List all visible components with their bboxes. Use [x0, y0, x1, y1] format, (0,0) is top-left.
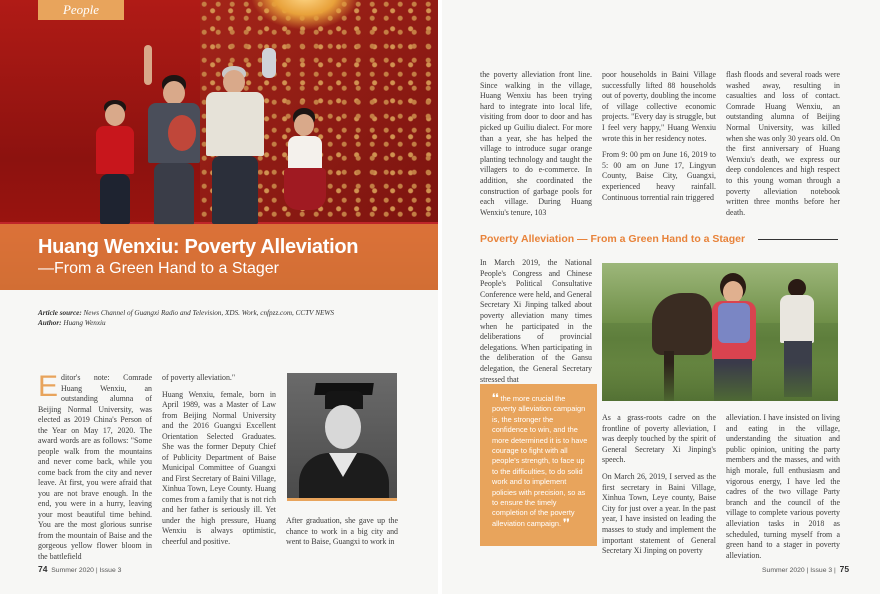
paragraph: From 9: 00 pm on June 16, 2019 to 5: 00 am on June 17, Lingyun County, Baise City, Guangxi, experienced heavy rainfall. Continuous torrential rain triggered	[602, 150, 716, 202]
right-column-2-bottom	[602, 413, 716, 563]
subhead-rule	[758, 239, 838, 240]
section-subhead: Poverty Alleviation — From a Green Hand to a Stager	[480, 233, 746, 245]
article-credits	[38, 308, 418, 328]
paragraph: flash floods and several roads were washed away, resulting in casualties and loss of contact. Comrade Huang Wenxiu, an outstanding alumna of Beijing Normal University, was killed when she was only 30 years old. On the first anniversary of Huang Wenxiu's death, we express our deep condolences and high respect to this young woman through a poverty alleviation notebook written three months before her death.	[726, 70, 840, 217]
paragraph: Huang Wenxiu, female, born in April 1989, was a Master of Law from Beijing Normal University and the 2016 Guangxi Excellent Orientation Selected Graduates. She was the former Deputy Chief of Publicity Department of Baise Municipal Committee of Guangxi and First Secretary of Baini Village, Xinhua Town, Leye County. Huang comes from a family that is not rich and her father is seriously ill. Yet under the high pressure, Huang Wenxiu is always optimistic, cheerful and positive.	[162, 389, 276, 546]
right-column-3-top	[726, 70, 840, 218]
right-column-1-mid	[480, 258, 592, 385]
right-column-1-top	[480, 70, 592, 218]
credits-author: Author: Huang Wenxiu	[38, 319, 106, 327]
right-column-3-bottom	[726, 413, 840, 561]
right-page	[442, 0, 880, 594]
left-column-1	[38, 370, 152, 562]
page-number: 75	[839, 564, 850, 574]
paragraph: After graduation, she gave up the chance to work in a big city and went to Baise, Guangxi to work in	[286, 516, 398, 546]
paragraph: In March 2019, the National People's Congress and Chinese People's Political Consultative Conference were held, and General Secretary Xi Jinping talked about poverty alleviation many times when he participated in the deliberations of provincial delegations. When participating in the deliberation of the Gansu delegation, the General Secretary stressed that	[480, 258, 592, 384]
portrait-photo	[287, 373, 397, 501]
left-column-2	[162, 373, 276, 553]
editor-note: ditor's note: Comrade Huang Wenxiu, an outstanding alumna of Beijing Normal University, was elected as 2019 China's Person of the Year on May 17, 2020. The award words are as follows: "Some people walk from the mountains and never come back, while you come back from the city and never leave. At first, you were afraid that you are not brave enough. In the end, you were in a hurry, leaving your most beautiful time behind. You are the most glorious sunrise from the mountain of Baise and the gorgeous yellow flower bloom in the battlefield	[38, 373, 152, 561]
section-tag: People	[38, 0, 124, 20]
paragraph: of poverty alleviation."	[162, 373, 236, 382]
paragraph: alleviation. I have insisted on living and eating in the village, understanding the situation and public opinion, uniting the party members and the masses, and with high morale, full enthusiasm and vigorous energy, I have led the cadres of the two village Party branch and the council of the village to complete various poverty alleviation tasks in 2018 as scheduled, turning myself from a green hand to a stager in poverty alleviation.	[726, 413, 840, 560]
left-column-3	[286, 516, 398, 548]
person-boy	[90, 100, 140, 225]
person-girl	[280, 108, 330, 226]
issue-label: Summer 2020 | Issue 3 |	[762, 567, 836, 574]
person-man	[200, 40, 280, 225]
issue-label: Summer 2020 | Issue 3	[51, 567, 122, 574]
paragraph: As a grass-roots cadre on the frontline of poverty alleviation, I was deeply touched by the spirit of General Secretary Xi Jinping's speech.	[602, 413, 716, 465]
page-number: 74	[38, 564, 48, 574]
right-column-2-top	[602, 70, 716, 209]
left-page	[0, 0, 438, 594]
paragraph: poor households in Baini Village successfully lifted 88 households out of poverty, doubling the income of village collective economic projects. "Every day is struggle, but I feel very happy," Huang Wenxiu wrote this in her residency notes.	[602, 70, 716, 143]
folio-left	[38, 564, 121, 574]
paragraph: the poverty alleviation front line. Since walking in the village, Huang Wenxiu has been trying hard to integrate into local life, visiting from door to door and has picked up Guiliu dialect. For more than a year, she has helped the village to introduce sugar orange planting technology and taught the villagers to do e-commerce. In addition, she coordinated the construction of garbage pools for each village. During Huang Wenxiu's tenure, 103	[480, 70, 592, 217]
pull-quote	[480, 384, 597, 546]
folio-right	[762, 564, 849, 574]
credits-source: Article source: News Channel of Guangxi Radio and Television, XDS. Work, cnfpzz.com, CCTV NEWS	[38, 309, 335, 317]
village-photo	[602, 263, 838, 401]
article-title: Huang Wenxiu: Poverty Alleviation	[38, 236, 359, 258]
drop-cap: E	[38, 370, 59, 403]
pull-quote-text: the more crucial the poverty alleviation campaign is, the stronger the confidence to win, and the more determined it is to have courage to fight with all people's strength, to face up to the difficulties, to do solid work and to implement policies with precision, so as to ensure the timely completion of the poverty alleviation campaign.	[492, 394, 588, 528]
paragraph: On March 26, 2019, I served as the first secretary in Baini Village, Xinhua Town, Leye county, Baise City for just over a year. In the past year, I have insisted on leading the masses to study and implement the important statement of General Secretary Xi Jinping on poverty	[602, 471, 716, 556]
open-quote-icon: ❛❛	[492, 393, 499, 404]
article-subtitle: —From a Green Hand to a Stager	[38, 260, 279, 277]
close-quote-icon: ❜❜	[563, 517, 570, 529]
